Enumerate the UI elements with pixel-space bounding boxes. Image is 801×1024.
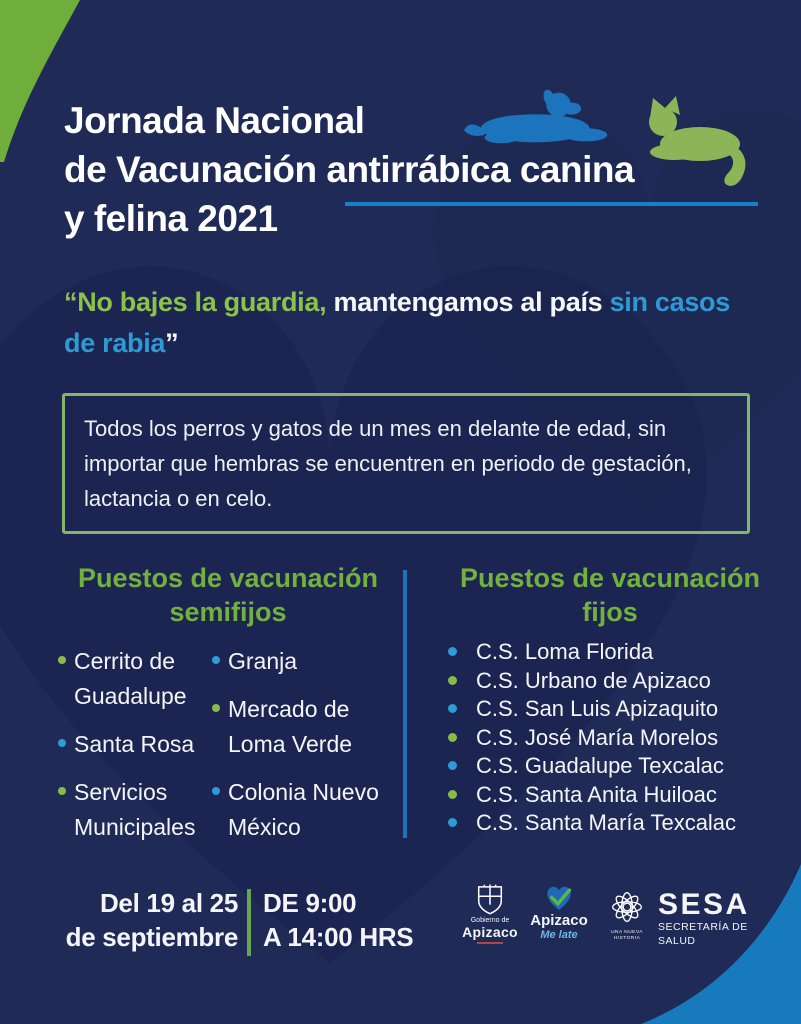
government-crest-icon (475, 884, 505, 916)
bullet-icon (212, 787, 220, 795)
semifijos-heading-line-1: Puestos de vacunación (77, 563, 379, 593)
title-line-1: Jornada Nacional (64, 100, 365, 141)
slogan-line-1 (64, 282, 730, 323)
slogan-blue-text-2: de rabia (64, 328, 166, 358)
slogan-white-text: mantengamos al país (326, 287, 610, 317)
me-late-tagline: Me late (540, 929, 578, 941)
bullet-icon (448, 818, 457, 827)
eligibility-notice-text: Todos los perros y gatos de un mes en delante de edad, sin importar que hembras se encuentren en periodo de gestación, lactancia o en celo. (84, 416, 692, 511)
apizaco-name: Apizaco (530, 912, 588, 929)
column-divider (403, 570, 407, 838)
slogan-green-text: “No bajes la guardia, (64, 287, 327, 317)
date-line-1: Del 19 al 25 (99, 888, 238, 918)
semifijos-heading-line-2: semifijos (169, 597, 287, 627)
location-label: C.S. Guadalupe Texcalac (476, 753, 724, 778)
list-item (448, 724, 788, 753)
semifijos-list-col-b (212, 644, 392, 858)
list-item (448, 781, 788, 810)
bullet-icon (448, 704, 457, 713)
location-label: C.S. Santa María Texcalac (476, 810, 737, 835)
bullet-icon (212, 656, 220, 664)
sesa-wordmark (658, 890, 750, 948)
location-label: C.S. Urbano de Apizaco (476, 667, 711, 693)
list-item (58, 644, 213, 714)
list-item (448, 667, 788, 696)
gobierno-label: Gobierno de (470, 917, 510, 924)
title-line-3: y felina 2021 (64, 198, 278, 239)
location-label: Santa Rosa (74, 731, 195, 757)
gobierno-name: Apizaco (462, 924, 518, 940)
footer-divider (247, 889, 251, 956)
slogan-line-2 (64, 323, 730, 364)
list-item (448, 752, 788, 781)
campaign-dates (40, 886, 238, 954)
sesa-sub-2: SALUD (658, 935, 696, 947)
location-label: Cerrito de Guadalupe (74, 648, 187, 709)
time-line-2: A 14:00 HRS (263, 922, 414, 952)
bullet-icon (448, 790, 457, 799)
bullet-icon (212, 704, 220, 712)
bullet-icon (58, 739, 66, 747)
fijos-list (448, 638, 788, 838)
slogan-close-quote: ” (165, 328, 179, 358)
bullet-icon (58, 656, 66, 664)
sesa-flower-logo (598, 886, 656, 942)
list-item (448, 809, 788, 838)
list-item (58, 775, 213, 845)
location-label: Mercado de Loma Verde (228, 696, 353, 757)
time-line-1: DE 9:00 (263, 888, 357, 918)
location-label: Colonia Nuevo México (228, 779, 379, 840)
location-label: Granja (228, 648, 298, 674)
apizaco-me-late-logo (526, 883, 592, 941)
campaign-hours (263, 886, 413, 954)
fijos-heading-line-1: Puestos de vacunación (459, 563, 761, 593)
list-item (212, 644, 392, 679)
bullet-icon (448, 733, 457, 742)
list-item (448, 638, 788, 667)
semifijos-heading (48, 561, 408, 629)
bullet-icon (448, 647, 457, 656)
title-line-2: de Vacunación antirrábica canina (64, 149, 635, 190)
location-label: Servicios Municipales (74, 779, 196, 840)
list-item (212, 775, 392, 845)
fijos-heading-line-2: fijos (582, 597, 638, 627)
sesa-sub-1: SECRETARÍA DE (658, 921, 748, 933)
list-item (212, 692, 392, 762)
campaign-slogan (64, 282, 730, 364)
semifijos-list-col-a (58, 644, 213, 858)
location-label: C.S. San Luis Apizaquito (476, 696, 719, 721)
dog-silhouette-icon (462, 88, 612, 146)
location-label: C.S. Loma Florida (476, 639, 654, 664)
list-item (448, 695, 788, 724)
slogan-blue-text-1: sin casos (609, 287, 730, 317)
list-item (58, 727, 213, 762)
sesa-flower-icon (606, 886, 648, 928)
sesa-name: SESA (658, 888, 750, 921)
term-mark (477, 942, 503, 944)
eligibility-notice-box (62, 393, 750, 534)
date-line-2: de septiembre (65, 922, 238, 952)
gobierno-apizaco-logo (458, 884, 522, 944)
cat-silhouette-icon (642, 94, 754, 194)
location-label: C.S. José María Morelos (476, 724, 719, 750)
location-label: C.S. Santa Anita Huiloac (476, 781, 717, 807)
bullet-icon (58, 787, 66, 795)
fijos-heading (430, 561, 790, 629)
sesa-tagline: UNA NUEVA HISTORIA (611, 930, 643, 941)
bullet-icon (448, 676, 457, 685)
title-underline (345, 202, 758, 206)
heart-check-icon (543, 883, 575, 912)
bullet-icon (448, 761, 457, 770)
